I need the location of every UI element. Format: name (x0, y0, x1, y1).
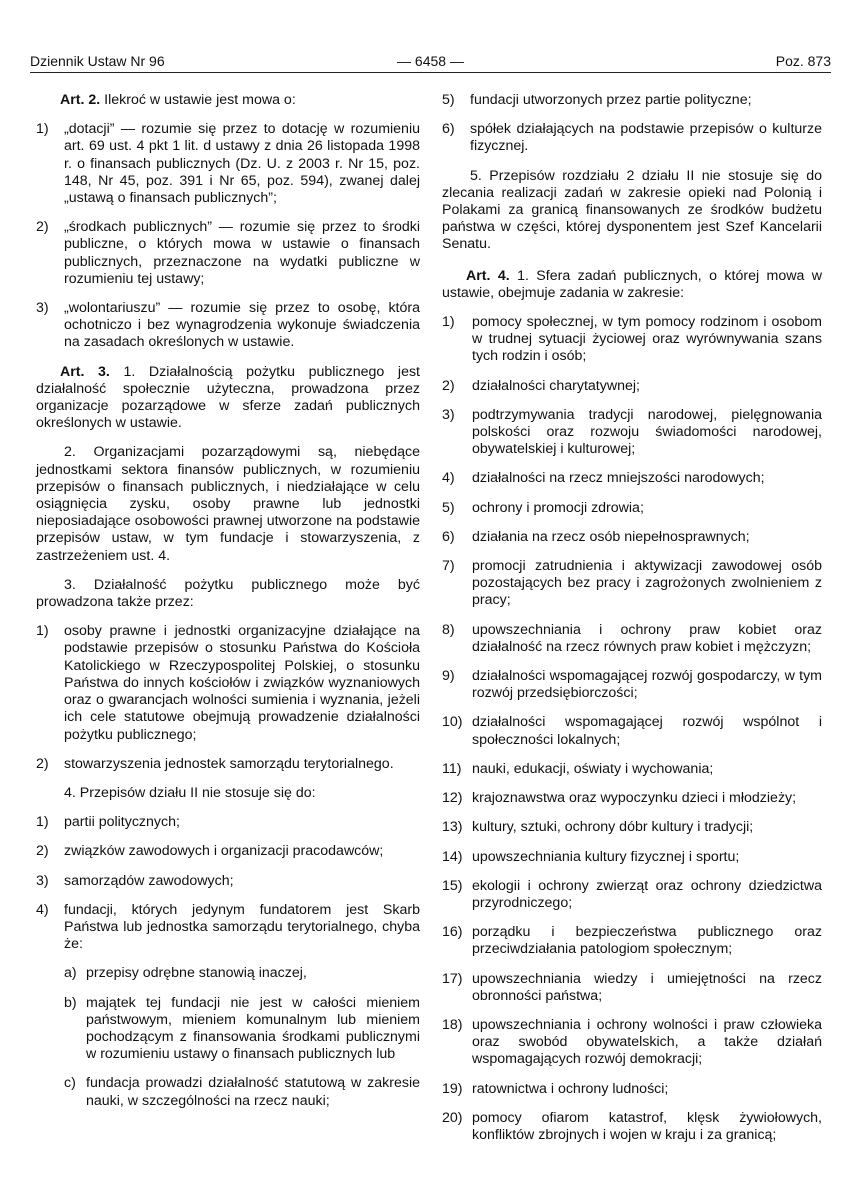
list-item (36, 902, 420, 954)
item-text: krajoznawstwa oraz wypoczynku dzieci i młodzieży; (472, 790, 797, 807)
item-number: 2) (36, 219, 49, 236)
item-number: 1) (36, 814, 49, 831)
list-item (442, 1081, 822, 1098)
item-number: 20) (442, 1109, 463, 1126)
left-column (36, 92, 420, 1122)
list-item (442, 500, 822, 517)
list-item (442, 378, 822, 395)
item-text: kultury, sztuki, ochrony dóbr kultury i tradycji; (472, 819, 754, 836)
item-text: ratownictwa i ochrony ludności; (472, 1080, 669, 1097)
item-number: 2) (36, 843, 49, 860)
list-item (442, 622, 822, 656)
list-item (36, 873, 420, 890)
item-text: działania na rzecz osób niepełnosprawnych; (472, 528, 750, 545)
item-text: „środkach publicznych” — rozumie się przez to środki publiczne, o których mowa w ustawie o finansach publicznych, przeznaczone na wydatki publiczne w rozumieniu tej ustawy; (64, 219, 420, 287)
list-item (442, 470, 822, 487)
journal-title: Dziennik Ustaw Nr 96 (30, 53, 165, 69)
item-number: 4) (36, 901, 49, 918)
list-item (442, 407, 822, 459)
item-number: 2) (442, 377, 455, 394)
sub-item-letter: b) (64, 994, 77, 1011)
item-number: 3) (36, 872, 49, 889)
item-text: działalności wspomagającej rozwój gospodarczy, w tym rozwój przedsiębiorczości; (472, 668, 822, 702)
item-text: osoby prawne i jednostki organizacyjne działające na podstawie przepisów o stosunku Państwa do Kościoła Katolickiego w Rzeczypospolitej Polskiej, o stosunku Państwa do innych kościołów i związków wyznaniowych oraz o gwarancjach wolności sumienia i wyznania, jeżeli ich cele statutowe obejmują prowadzenie działalności pożytku publicznego; (64, 623, 420, 743)
art4-intro (442, 268, 822, 302)
item-number: 9) (442, 668, 455, 685)
art3-para-3: 3. Działalność pożytku publicznego może być prowadzona także przez: (36, 576, 420, 611)
list-item (442, 761, 822, 778)
item-text: upowszechniania i ochrony praw kobiet oraz działalność na rzecz równych praw kobiet i mężczyzn; (472, 621, 822, 655)
sub-item-text: przepisy odrębne stanowią inaczej, (86, 965, 307, 982)
item-text: podtrzymywania tradycji narodowej, pielęgnowania polskości oraz rozwoju świadomości narodowej, obywatelskiej i kulturowej; (472, 406, 822, 458)
item-number: 6) (442, 528, 455, 545)
item-number: 5) (442, 92, 455, 108)
list-item (442, 529, 822, 546)
list-item (36, 300, 420, 352)
item-text: związków zawodowych i organizacji pracodawców; (64, 843, 384, 860)
sub-item-letter: a) (64, 965, 77, 982)
page-number: — 6458 — (397, 53, 464, 69)
item-number: 1) (36, 623, 49, 640)
item-number: 13) (442, 819, 463, 836)
item-text: fundacji, których jedynym fundatorem jest Skarb Państwa lub jednostka samorządu terytorialnego, chyba że: (64, 901, 420, 953)
item-number: 1) (442, 314, 455, 331)
item-text: ekologii i ochrony zwierząt oraz ochrony dziedzictwa przyrodniczego; (472, 877, 822, 911)
item-number: 12) (442, 790, 463, 807)
art3-label: Art. 3. (60, 363, 110, 380)
item-number: 3) (36, 300, 49, 317)
item-text: nauki, edukacji, oświaty i wychowania; (472, 760, 714, 777)
list-item (442, 1110, 822, 1144)
header-rule (30, 72, 831, 73)
page-header (30, 52, 831, 74)
item-text: działalności charytatywnej; (472, 377, 640, 394)
item-number: 3) (442, 406, 455, 423)
art2-label: Art. 2. (60, 92, 101, 108)
art3-text: 1. Działalnością pożytku publicznego jest działalność społecznie użyteczna, prowadzona przez organizacje pozarządowe w sferze zadań publicznych określonych w ustawie. (36, 363, 420, 432)
item-text: „dotacji” — rozumie się przez to dotację w rozumieniu art. 69 ust. 4 pkt 1 lit. d ustawy z dnia 26 listopada 1998 r. o finansach publicznych (Dz. U. z 2003 r. Nr 15, poz. 148, Nr 45, poz. 391 i Nr 65, poz. 594), zwanej dalej „ustawą o finansach publicznych”; (64, 121, 420, 207)
item-text: samorządów zawodowych; (64, 872, 234, 889)
list-item (36, 843, 420, 860)
item-number: 6) (442, 121, 455, 138)
item-text: działalności wspomagającej rozwój wspólnot i społeczności lokalnych; (472, 714, 822, 748)
art3-para-2: 2. Organizacjami pozarządowymi są, niebędące jednostkami sektora finansów publicznych, w rozumieniu przepisów o finansach publicznych, i niedziałające w celu osiągnięcia zysku, osoby prawne lub jednostki nieposiadające osobowości prawnej utworzone na podstawie przepisów ustaw, w tym fundacje i stowarzyszenia, z zastrzeżeniem ust. 4. (36, 444, 420, 564)
item-number: 5) (442, 499, 455, 516)
list-item (36, 623, 420, 743)
item-text: upowszechniania wiedzy i umiejętności na rzecz obronności państwa; (472, 970, 822, 1004)
item-text: promocji zatrudnienia i aktywizacji zawodowej osób pozostających bez pracy i zagrożonych zwolnieniem z pracy; (472, 558, 822, 609)
item-text: partii politycznych; (64, 814, 180, 831)
sub-item (64, 995, 420, 1064)
list-item (442, 790, 822, 807)
art4-label: Art. 4. (466, 267, 510, 284)
item-text: ochrony i promocji zdrowia; (472, 499, 644, 516)
list-item (36, 219, 420, 288)
list-item (36, 121, 420, 207)
sub-item (64, 1075, 420, 1109)
item-text: fundacji utworzonych przez partie polityczne; (470, 92, 752, 108)
item-number: 1) (36, 121, 49, 138)
item-number: 18) (442, 1016, 463, 1033)
item-text: porządku i bezpieczeństwa publicznego oraz przeciwdziałania patologiom społecznym; (472, 924, 822, 958)
item-number: 11) (442, 760, 462, 777)
item-number: 19) (442, 1080, 463, 1097)
item-text: pomocy społecznej, w tym pomocy rodzinom i osobom w trudnej sytuacji życiowej oraz wyrównywania szans tych rodzin i osób; (472, 314, 822, 365)
item-number: 7) (442, 558, 455, 575)
sub-item (64, 965, 420, 982)
item-number: 4) (442, 470, 455, 487)
list-item (442, 924, 822, 958)
list-item (442, 121, 822, 155)
item-text: upowszechniania i ochrony wolności i praw człowieka oraz swobód obywatelskich, a także działań wspomagających rozwój demokracji; (472, 1016, 822, 1068)
item-number: 10) (442, 714, 463, 731)
item-number: 14) (442, 848, 463, 865)
list-item (442, 668, 822, 702)
art3-para-1 (36, 364, 420, 433)
art4-text: 1. Sfera zadań publicznych, o której mowa w ustawie, obejmuje zadania w zakresie: (442, 267, 822, 301)
list-item (442, 878, 822, 912)
item-text: stowarzyszenia jednostek samorządu terytorialnego. (64, 755, 394, 772)
item-number: 16) (442, 924, 463, 941)
list-item (36, 756, 420, 773)
item-number: 15) (442, 877, 463, 894)
right-column (442, 92, 822, 1156)
list-item (442, 92, 822, 109)
item-number: 2) (36, 755, 49, 772)
sub-item-text: majątek tej fundacji nie jest w całości mieniem państwowym, mieniem komunalnym lub mieniem pochodzącym z finansowania środkami publicznymi w rozumieniu ustawy o finansach publicznych lub (86, 994, 420, 1063)
list-item (442, 819, 822, 836)
art2-intro (36, 92, 420, 109)
item-text: upowszechniania kultury fizycznej i sportu; (472, 848, 740, 865)
list-item (442, 849, 822, 866)
item-text: działalności na rzecz mniejszości narodowych; (472, 470, 765, 487)
list-item (36, 814, 420, 831)
list-item (442, 714, 822, 748)
art2-text: Ilekroć w ustawie jest mowa o: (100, 92, 296, 108)
item-text: pomocy ofiarom katastrof, klęsk żywiołowych, konfliktów zbrojnych i wojen w kraju i za granicą; (472, 1109, 822, 1143)
item-number: 17) (442, 970, 463, 987)
list-item (442, 971, 822, 1005)
art3-para-5: 5. Przepisów rozdziału 2 działu II nie stosuje się do zlecania realizacji zadań w zakresie opieki nad Polonią i Polakami za granicą finansowanych ze środków budżetu państwa w części, której dysponentem jest Szef Kancelarii Senatu. (442, 167, 822, 253)
item-text: spółek działających na podstawie przepisów o kulturze fizycznej. (470, 121, 822, 155)
list-item (442, 314, 822, 366)
item-number: 8) (442, 621, 455, 638)
sub-item-letter: c) (64, 1075, 76, 1092)
item-text: „wolontariuszu” — rozumie się przez to osobę, która ochotniczo i bez wynagrodzenia wykonuje świadczenia na zasadach określonych w ustawie. (64, 300, 420, 351)
art3-para-4: 4. Przepisów działu II nie stosuje się do: (64, 784, 316, 801)
list-item (442, 558, 822, 610)
sub-item-text: fundacja prowadzi działalność statutową w zakresie nauki, w szczególności na rzecz nauki; (86, 1075, 420, 1109)
list-item (442, 1017, 822, 1069)
position-number: Poz. 873 (775, 53, 831, 69)
